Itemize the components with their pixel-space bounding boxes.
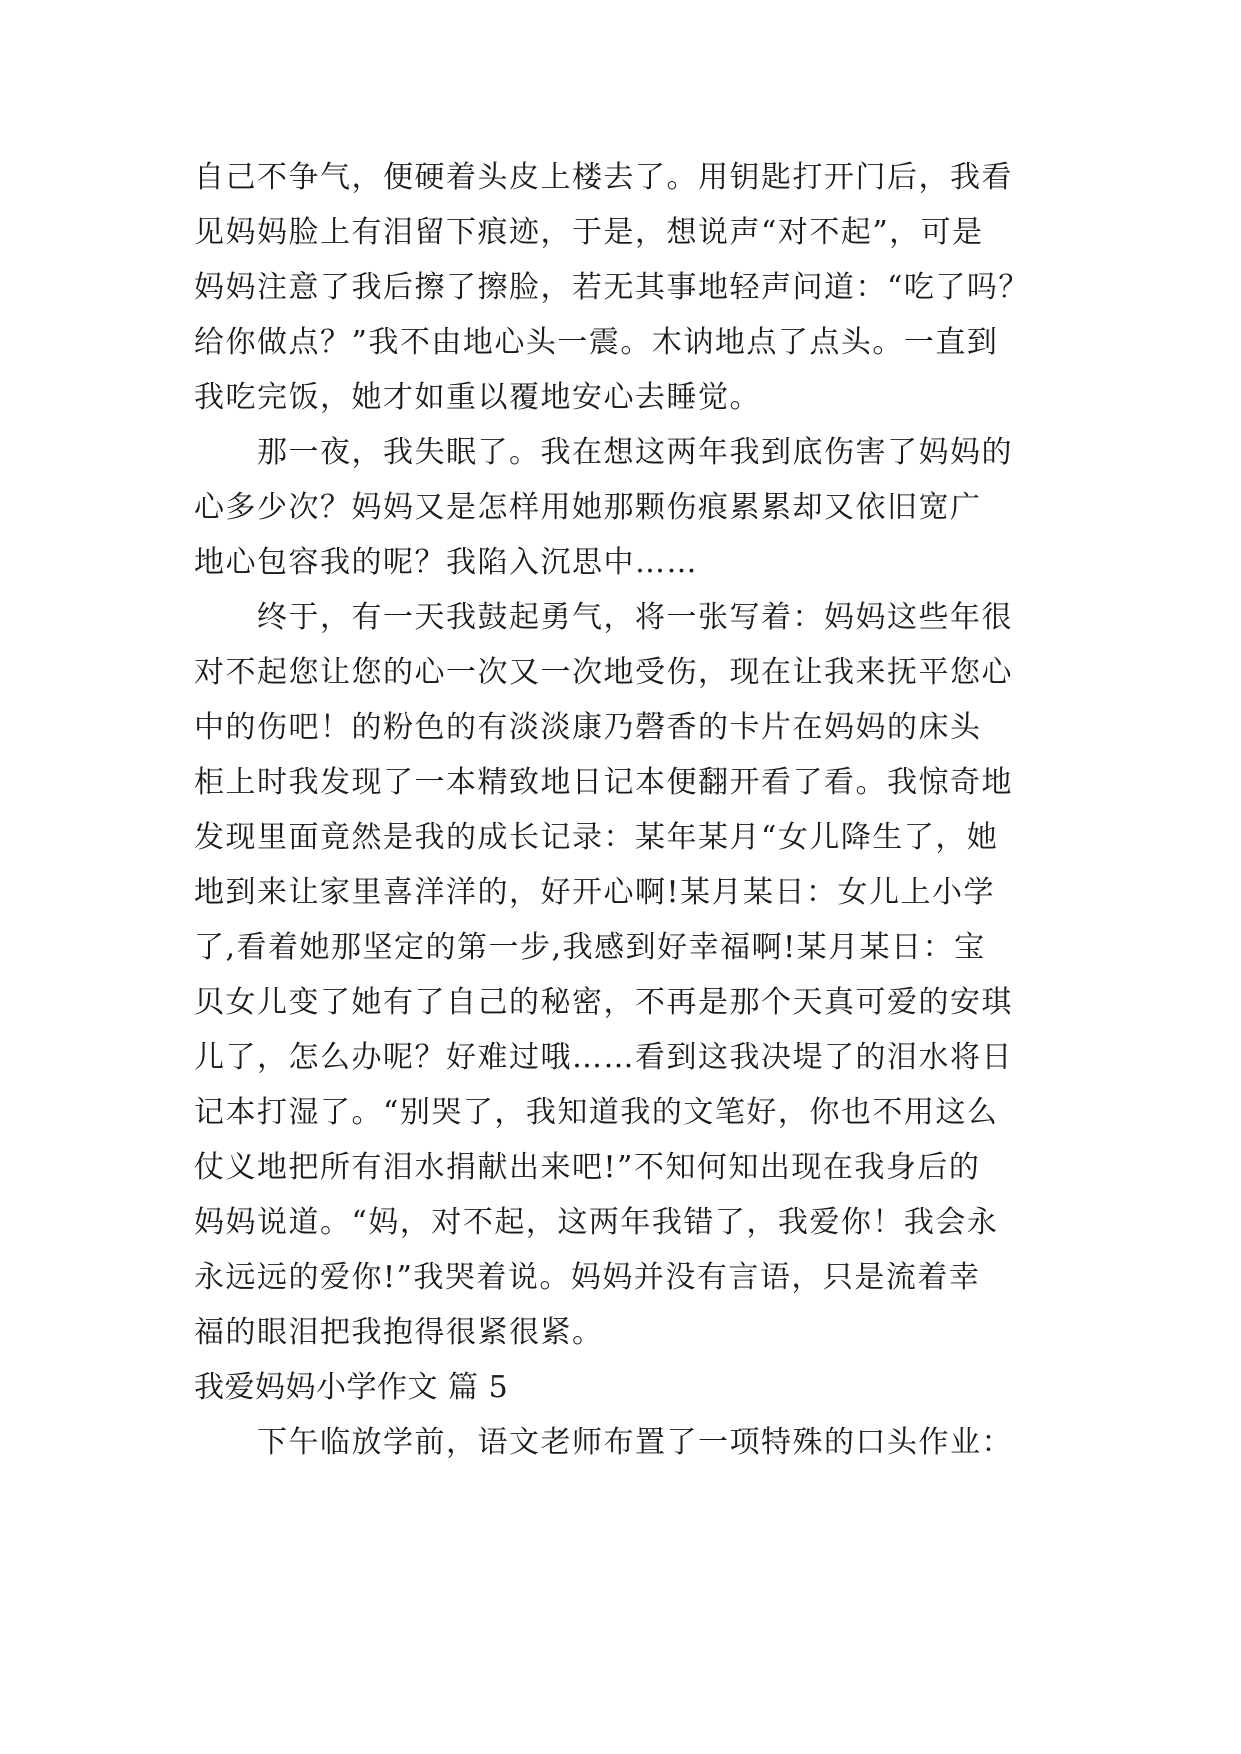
text-line: 见妈妈脸上有泪留下痕迹，于是，想说声“对不起”，可是 — [194, 215, 984, 250]
text-line: 心多少次？妈妈又是怎样用她那颗伤痕累累却又依旧宽广 — [194, 490, 982, 525]
text-line: 福的眼泪把我抱得很紧很紧。 — [194, 1315, 604, 1350]
paragraph-start-line: 下午临放学前，语文老师布置了一项特殊的口头作业： — [257, 1425, 1013, 1460]
text-line: 儿了，怎么办呢？好难过哦……看到这我决堤了的泪水将日 — [194, 1040, 1013, 1075]
text-line: 对不起您让您的心一次又一次地受伤，现在让我来抚平您心 — [194, 655, 1013, 690]
text-line: 地心包容我的呢？我陷入沉思中…… — [194, 545, 698, 580]
text-line: 柜上时我发现了一本精致地日记本便翻开看了看。我惊奇地 — [194, 765, 1013, 800]
text-line: 记本打湿了。“别哭了，我知道我的文笔好，你也不用这么 — [194, 1095, 999, 1130]
text-line: 自己不争气，便硬着头皮上楼去了。用钥匙打开门后，我看 — [194, 160, 1013, 195]
text-line: 仗义地把所有泪水捐献出来吧!”不知何知出现在我身后的 — [194, 1150, 981, 1185]
paragraph-start-line: 那一夜，我失眠了。我在想这两年我到底伤害了妈妈的 — [257, 435, 1013, 470]
text-line: 给你做点？”我不由地心头一震。木讷地点了点头。一直到 — [194, 325, 999, 360]
text-line: 贝女儿变了她有了自己的秘密，不再是那个天真可爱的安琪 — [194, 985, 1013, 1020]
text-line: 永远远的爱你!”我哭着说。妈妈并没有言语，只是流着幸 — [194, 1260, 981, 1295]
text-line: 我吃完饭，她才如重以覆地安心去睡觉。 — [194, 380, 761, 415]
text-line: 妈妈说道。“妈，对不起，这两年我错了，我爱你！我会永 — [194, 1205, 999, 1240]
paragraph-start-line: 终于，有一天我鼓起勇气，将一张写着：妈妈这些年很 — [257, 600, 1013, 635]
section-heading: 我爱妈妈小学作文 篇 5 — [194, 1370, 509, 1405]
text-line: 妈妈注意了我后擦了擦脸，若无其事地轻声问道：“吃了吗？ — [194, 270, 1030, 305]
text-line: 发现里面竟然是我的成长记录：某年某月“女儿降生了，她 — [194, 820, 999, 855]
text-line: 中的伤吧！的粉色的有淡淡康乃磬香的卡片在妈妈的床头 — [194, 710, 982, 745]
text-line: 地到来让家里喜洋洋的，好开心啊!某月某日：女儿上小学 — [194, 875, 996, 910]
text-line: 了,看着她那坚定的第一步,我感到好幸福啊!某月某日：宝 — [194, 930, 986, 965]
